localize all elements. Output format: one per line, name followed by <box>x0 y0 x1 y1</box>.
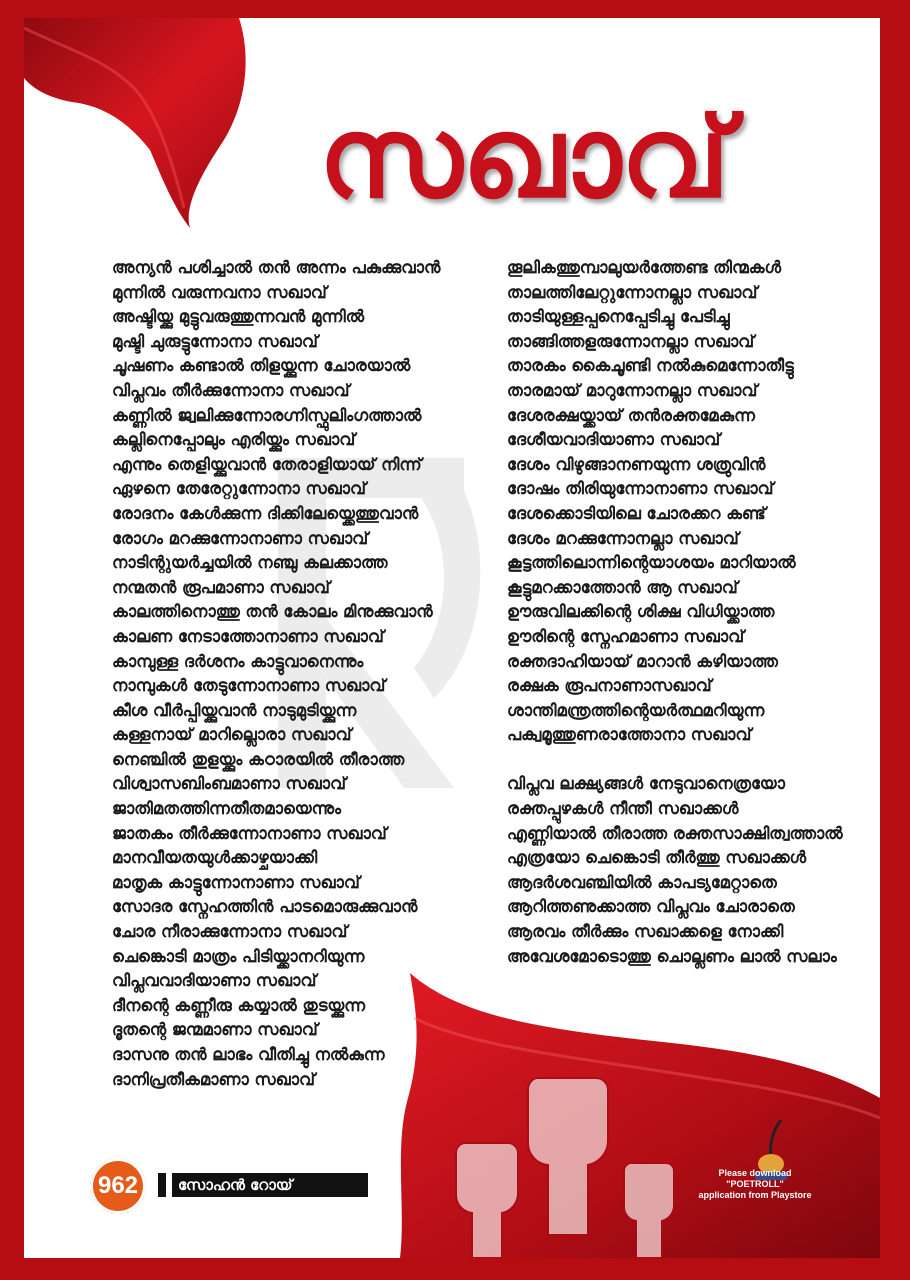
left-column <box>112 256 472 1092</box>
promo-line-3: application from Playstore <box>698 1190 812 1200</box>
poem-line: ദേശീയവാദിയാണാ സഖാവ് <box>507 430 721 450</box>
poem-line: താടിയുള്ളപ്പനെപ്പേടിച്ചു പേടിച്ചു <box>507 307 730 327</box>
poem-line: അഷ്ടിയ്ക്കു മുട്ടുവരുത്തുന്നവൻ മുന്നിൽ <box>112 307 365 327</box>
poem-line: ആരവം തീർക്കും സഖാക്കളെ നോക്കി <box>507 922 784 942</box>
poem-line: ആദർശവഞ്ചിയിൽ കാപട്യമേറ്റാതെ <box>507 872 777 892</box>
poem-line: എന്നും തെളിയ്ക്കുവാൻ തേരാളിയായ് നിന്ന് <box>112 454 422 474</box>
poem-line: താരമായ് മാറുന്നോനല്ലാ സഖാവ് <box>507 380 758 400</box>
poem-line: അവേശമോടൊത്തു ചൊല്ലണം ലാൽ സലാം <box>507 946 837 966</box>
poem-line: സോദര സ്നേഹത്തിൻ പാടമൊരുക്കുവാൻ <box>112 897 418 917</box>
poem-line: താലത്തിലേറ്റുന്നോനല്ലാ സഖാവ് <box>507 282 758 302</box>
poem-line: കൂട്ടത്തിലൊന്നിന്റെയാശയം മാറിയാൽ <box>507 553 796 573</box>
poem-line: കാമ്പുള്ള ദർശനം കാട്ടുവാനെന്നും <box>112 651 364 671</box>
poem-sheet <box>24 18 880 1258</box>
poem-line: ഏഴനെ തേരേറ്റുന്നോനാ സഖാവ് <box>112 479 366 499</box>
poem-line: ദാസനു തൻ ലാഭം വീതിച്ചു നൽകുന്ന <box>112 1045 385 1064</box>
poem-line: രക്തദാഹിയായ് മാറാൻ കഴിയാത്ത <box>507 651 778 671</box>
poem-line: രോഗം മറക്കുന്നോനാണാ സഖാവ് <box>112 528 369 548</box>
poem-line: വിപ്ലവം തീർക്കുന്നോനാ സഖാവ് <box>112 380 350 400</box>
poem-line: മാതൃക കാട്ടുന്നോനാണാ സഖാവ് <box>112 872 360 892</box>
author-bar-marker <box>158 1173 166 1197</box>
author-name: സോഹൻ റോയ് <box>172 1173 368 1197</box>
stanza-gap <box>507 748 847 773</box>
page-number-badge: 962 <box>90 1158 146 1214</box>
promo-line-2: "POETROLL" <box>726 1179 784 1189</box>
poem-line: നന്മതൻ രൂപമാണാ സഖാവ് <box>112 577 330 597</box>
poem-line: കണ്ണിൽ ജ്വലിക്കുന്നോരഗ്നിസ്ഫുലിംഗത്താൽ <box>112 405 422 425</box>
poem-line: മുഷ്ടി ചുരുട്ടുന്നോനാ സഖാവ് <box>112 331 318 351</box>
poem-line: വിപ്ലവവാദിയാണാ സഖാവ് <box>112 971 317 991</box>
poem-line: ചോര നീരാക്കുന്നോനാ സഖാവ് <box>112 922 348 942</box>
poem-line: താങ്ങിത്തളരുന്നോനല്ലാ സഖാവ് <box>507 331 755 351</box>
right-column <box>507 256 847 969</box>
poem-line: തൂലികത്തുമ്പാലുയർത്തേണ്ട തിന്മകൾ <box>507 258 782 277</box>
poem-line: ജാതിമതത്തിന്നതീതമായെന്നും <box>112 799 342 819</box>
poem-line: ഊരുവിലക്കിന്റെ ശിക്ഷ വിധിയ്ക്കാത്ത <box>507 602 775 622</box>
poem-line: പക്വമൂത്തുണരാത്തോനാ സഖാവ് <box>507 725 752 745</box>
poem-line: നാടിന്റുയർച്ചയിൽ നഞ്ചു കലക്കാത്ത <box>112 553 388 573</box>
poem-title: സഖാവ് <box>318 93 730 223</box>
poem-line: ദാനിപ്രതീകമാണാ സഖാവ് <box>112 1069 315 1089</box>
poem-line: ആറിത്തണുക്കാത്ത വിപ്ലവം ചോരാതെ <box>507 897 795 917</box>
poem-line: ദേശക്കൊടിയിലെ ചോരക്കറ കണ്ട് <box>507 503 766 523</box>
poem-line: അന്യൻ പശിച്ചാൽ തൻ അന്നം പകുക്കുവാൻ <box>112 258 441 277</box>
poem-line: ദേശരക്ഷയ്ക്കായ് തൻരക്തമേകുന്ന <box>507 405 755 425</box>
poem-line: കൂട്ടുമറക്കാത്തോൻ ആ സഖാവ് <box>507 577 738 597</box>
poem-line: മാനവീയതയുൾക്കാഴ്ചയാക്കി <box>112 848 318 868</box>
poem-line: ദേശം വിഴുങ്ങാനണയുന്ന ശത്രുവിൻ <box>507 454 766 474</box>
poem-line: ദോഷം തിരിയുന്നോനാണാ സഖാവ് <box>507 479 774 499</box>
poem-line: ഊരിന്റെ സ്നേഹമാണാ സഖാവ് <box>507 626 745 646</box>
poem-line: മുന്നിൽ വരുന്നവനാ സഖാവ് <box>112 282 327 302</box>
poem-line: കല്ലിനെപ്പോലും എരിയ്ക്കും സഖാവ് <box>112 430 356 450</box>
poem-line: എത്രയോ ചെങ്കൊടി തീർത്തു സഖാക്കൾ <box>507 848 807 868</box>
poem-line: നെഞ്ചിൽ തുളയ്ക്കും കഠാരയിൽ തീരാത്ത <box>112 749 405 769</box>
poem-line: വിപ്ലവ ലക്ഷ്യങ്ങൾ നേടുവാനെത്രയോ <box>507 774 785 794</box>
poem-line: വിശ്വാസബിംബമാണാ സഖാവ് <box>112 774 346 794</box>
poem-line: ജാതകം തീർക്കുന്നോനാണാ സഖാവ് <box>112 823 387 843</box>
poem-line: കള്ളനായ് മാറില്ലൊരാ സഖാവ് <box>112 725 352 745</box>
poem-line: ദേശം മറക്കുന്നോനല്ലാ സഖാവ് <box>507 528 739 548</box>
poem-line: രോദനം കേൾക്കുന്ന ദിക്കിലേയ്ക്കെത്തുവാൻ <box>112 503 419 523</box>
poem-line: ശാന്തിമന്ത്രത്തിന്റെയർത്ഥമറിയുന്ന <box>507 700 765 720</box>
top-ribbon <box>24 18 246 228</box>
poem-line: രക്ഷക രൂപനാണാസഖാവ് <box>507 676 712 696</box>
promo-line-1: Please download <box>718 1168 792 1178</box>
promo-text <box>690 1168 820 1201</box>
poem-line: രക്തപ്പുഴകൾ നീന്തീ സഖാക്കൾ <box>507 799 739 819</box>
poem-line: കാലണ നേടാത്തോനാണാ സഖാവ് <box>112 626 384 646</box>
poem-line: എണ്ണിയാൽ തീരാത്ത രക്തസാക്ഷിത്വത്താൽ <box>507 823 843 843</box>
poem-line: കാലത്തിനൊത്തു തൻ കോലം മിനുക്കുവാൻ <box>112 602 433 622</box>
poem-line: കീശ വീർപ്പിയ്ക്കുവാൻ നാടുമുടിയ്ക്കുന്ന <box>112 700 357 720</box>
poem-line: ചെങ്കൊടി മാത്രം പിടിയ്ക്കാനറിയുന്ന <box>112 946 365 966</box>
poem-line: ദീനന്റെ കണ്ണീരു കയ്യാൽ തുടയ്ക്കുന്ന <box>112 995 366 1015</box>
poem-line: ചൂഷണം കണ്ടാൽ തിളയ്ക്കുന്ന ചോരയാൽ <box>112 356 411 376</box>
poem-line: ദൂതന്റെ ജന്മമാണാ സഖാവ് <box>112 1020 318 1040</box>
poem-line: നാമ്പുകൾ തേടുന്നോനാണാ സഖാവ് <box>112 676 386 696</box>
poem-line: താരകം കൈചൂണ്ടി നൽകുമെന്നോതീട്ടു <box>507 356 794 376</box>
